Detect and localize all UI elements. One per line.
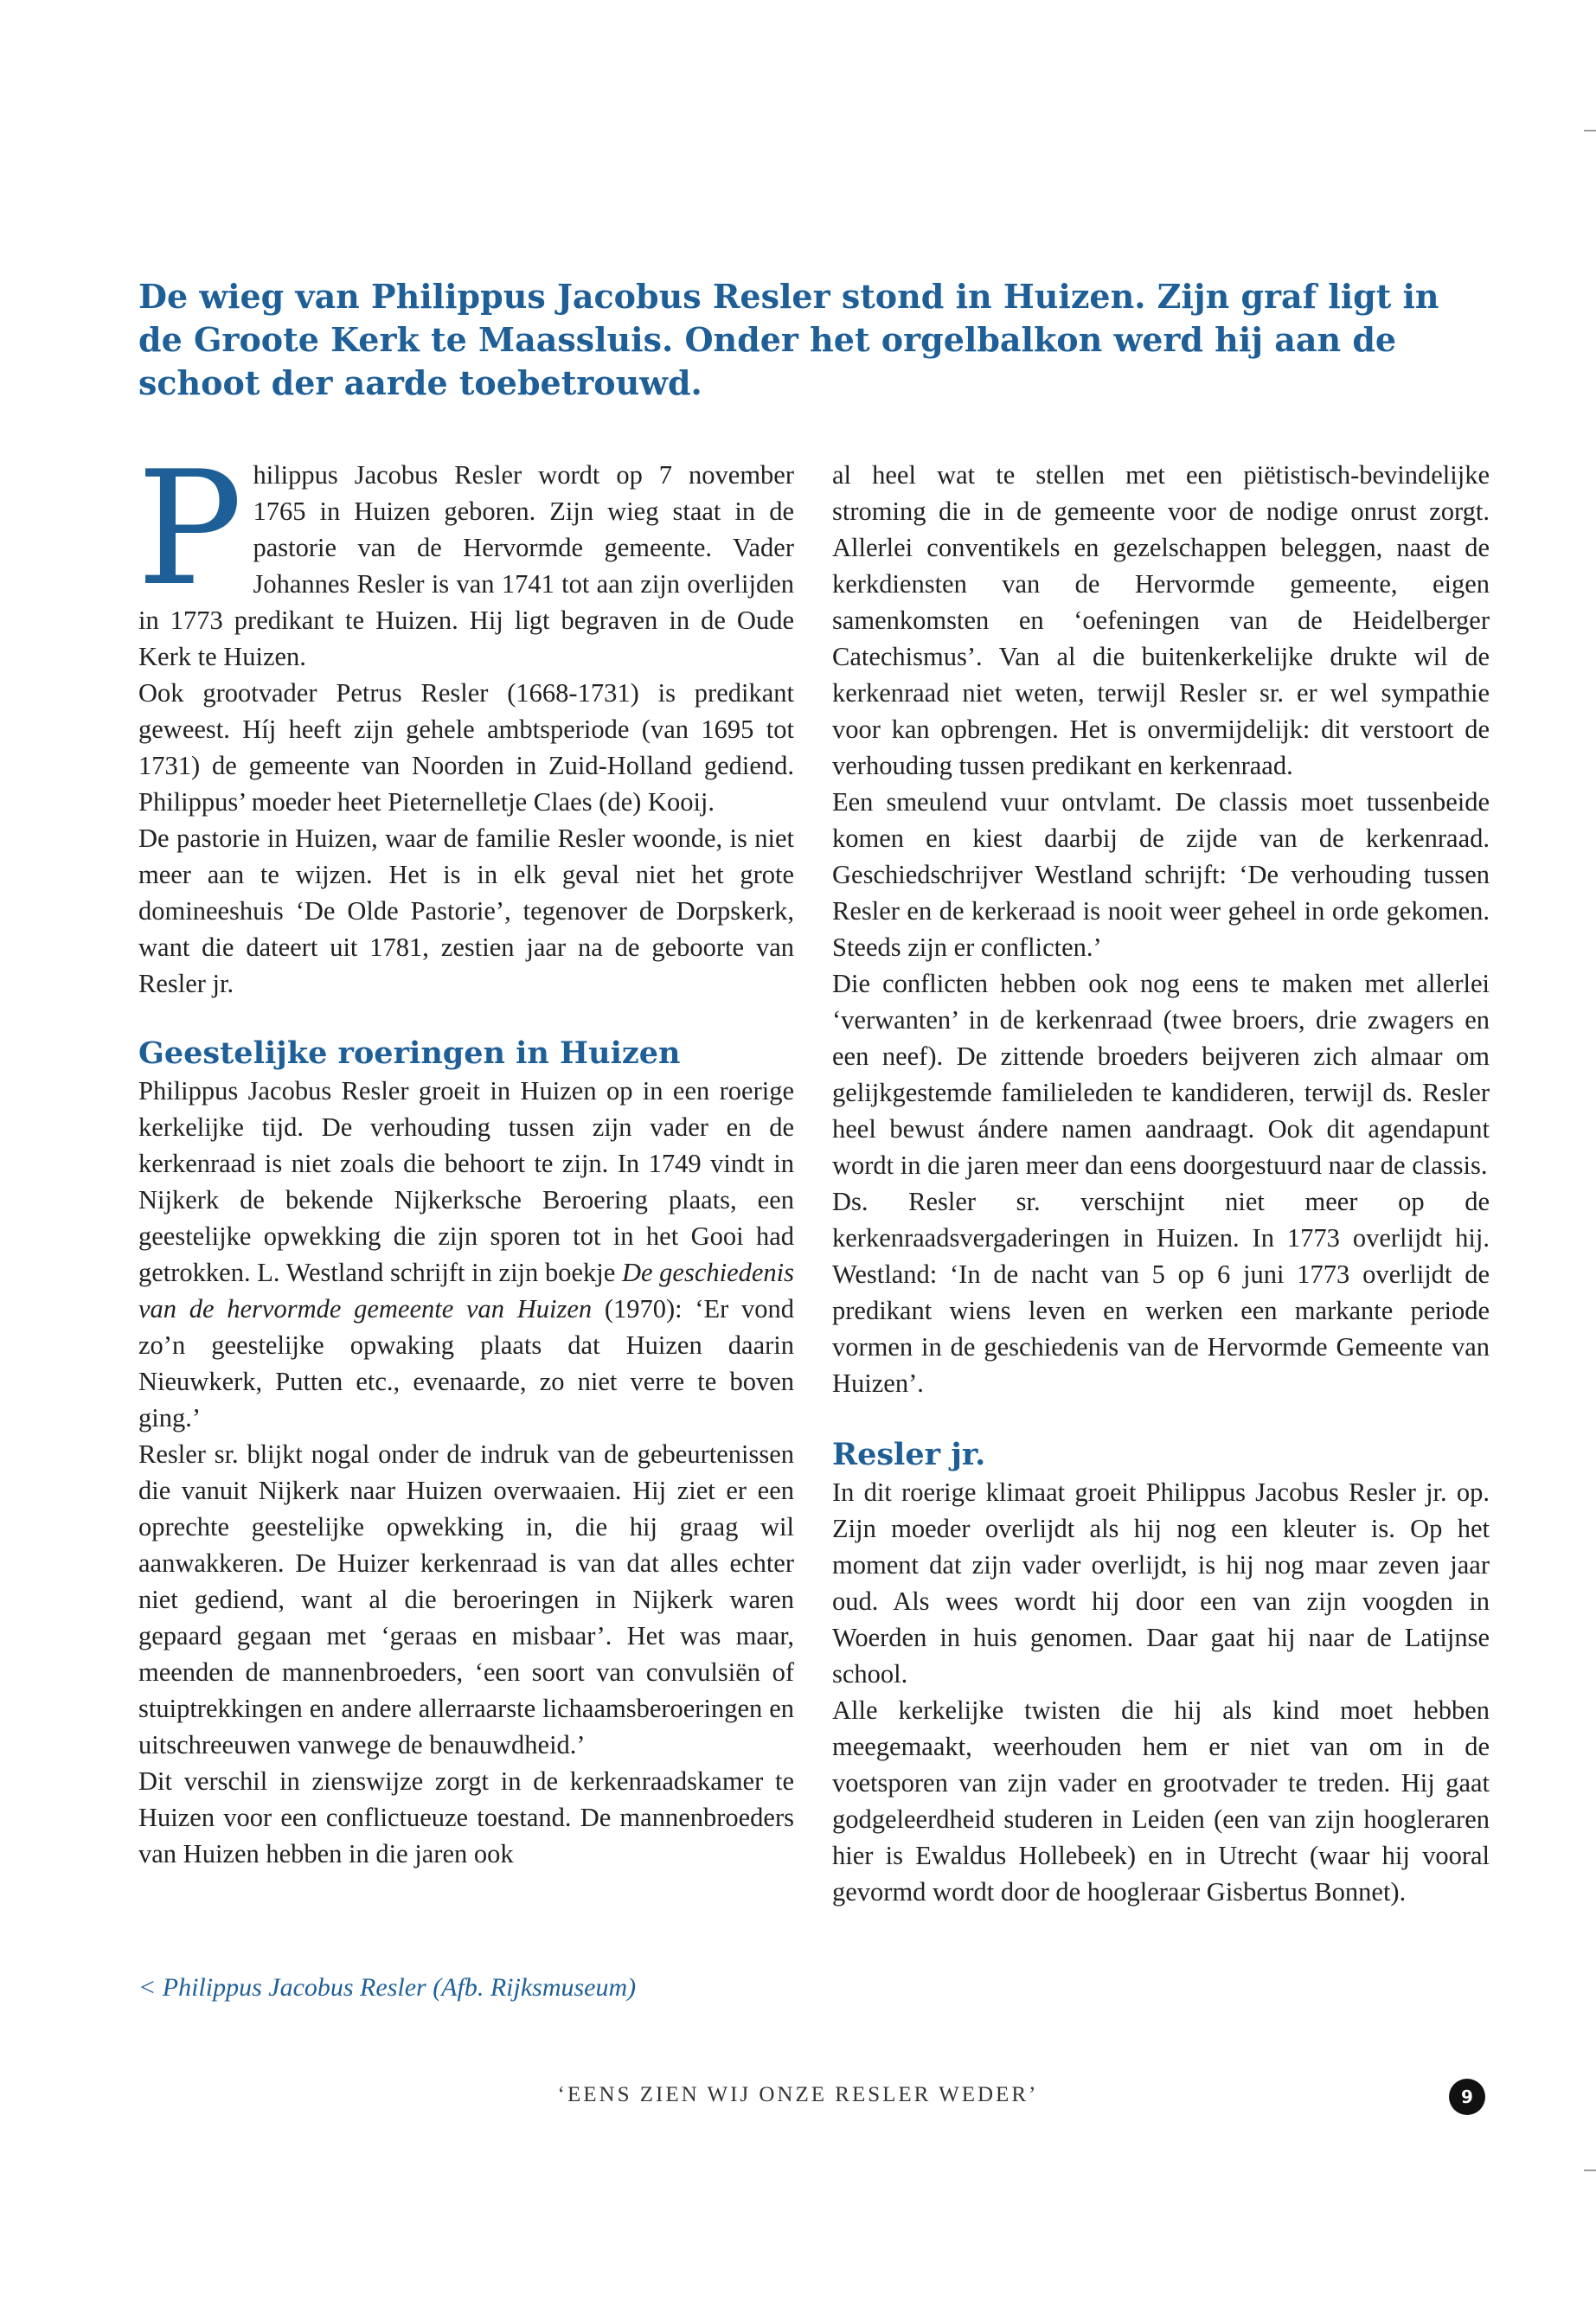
left-column xyxy=(137,437,795,1872)
paragraph-conflict: Dit verschil in zienswijze zorgt in de kerkenraadskamer te Huizen voor een conflictueuze toestand. De mannenbroeders van Huizen hebben in die jaren ook xyxy=(138,1766,794,1868)
right-column xyxy=(832,457,1490,1910)
paragraph-roerige-tijd xyxy=(138,1073,794,1436)
image-caption: < Philippus Jacobus Resler (Afb. Rijksmuseum) xyxy=(138,1973,637,2002)
intro-heading: De wieg van Philippus Jacobus Resler stond in Huizen. Zijn graf ligt in de Groote Kerk te Maassluis. Onder het orgelbalkon werd hij aan de schoot der aarde toebetrouwd. xyxy=(138,277,1439,402)
paragraph-childhood: In dit roerige klimaat groeit Philippus Jacobus Resler jr. op. Zijn moeder overlijdt als hij nog een kleuter is. Op het moment dat zijn vader overlijdt, is hij nog maar zeven jaar oud. Als wees wordt hij door een van zijn voogden in Woerden in huis genomen. Daar gaat hij naar de Latijnse school. xyxy=(832,1477,1490,1689)
paragraph-classis: Een smeulend vuur ontvlamt. De classis moet tussenbeide komen en kiest daarbij de zijde van de kerkenraad. Geschiedschrijver Westland schrijft: ‘De verhouding tussen Resler en de kerkeraad is nooit weer geheel in orde gekomen. Steeds zijn er conflicten.’ xyxy=(832,787,1490,962)
paragraph-studies: Alle kerkelijke twisten die hij als kind moet hebben meegemaakt, weerhouden hem er niet van om in de voetsporen van zijn vader en grootvader te treden. Hij gaat godgeleerdheid studeren in Leiden (een van zijn hoogleraren hier is Ewaldus Hollebeek) en in Utrecht (waar hij vooral gevormd wordt door de hoogleraar Gisbertus Bonnet). xyxy=(832,1695,1490,1907)
page-number-badge: 9 xyxy=(1449,2079,1485,2115)
section-heading-roeringen: Geestelijke roeringen in Huizen xyxy=(138,1035,681,1071)
paragraph-resler-sr: Resler sr. blijkt nogal onder de indruk van de gebeurtenissen die vanuit Nijkerk naar Huizen overwaaien. Hij ziet er een oprechte geestelijke opwekking in, die hij graag wil aanwakkeren. De Huizer kerkenraad is van dat alles echter niet gediend, want al die beroeringen in Nijkerk waren gepaard gegaan met ‘geraas en misbaar’. Het was maar, meenden de mannenbroeders, ‘een soort van convulsiën of stuiptrekkingen en andere allerraarste lichaamsberoeringen en uitschreeuwen vanwege de benauwdheid.’ xyxy=(138,1439,794,1759)
paragraph-grandfather: Ook grootvader Petrus Resler (1668-1731) is predikant geweest. Híj heeft zijn gehele ambtsperiode (van 1695 tot 1731) de gemeente van Noorden in Zuid-Holland gediend. Philippus’ moeder heet Pieternelletje Claes (de) Kooij. xyxy=(138,678,794,817)
book-title: De geschiedenis van de hervormde gemeente van Huizen xyxy=(138,1258,795,1324)
section-heading-resler-jr: Resler jr. xyxy=(832,1437,986,1472)
paragraph-roerige-tijd-a: Philippus Jacobus Resler groeit in Huizen op in een roerige kerkelijke tijd. De verhouding tussen zijn vader en de kerkenraad is niet zoals die behoort te zijn. In 1749 vindt in Nijkerk de bekende Nijkerksche Beroering plaats, een geestelijke opwekking die zijn sporen tot in het Gooi had getrokken. L. Westland schrijft in zijn boekje xyxy=(138,1076,794,1287)
paragraph-birth-text: hilippus Jacobus Resler wordt op 7 november 1765 in Huizen geboren. Zijn wieg staat in de pastorie van de Hervormde gemeente. Vader Johannes Resler is van 1741 tot aan zijn overlijden in 1773 predikant te Huizen. Hij ligt begraven in de Oude Kerk te Huizen. xyxy=(138,460,794,671)
drop-cap: P xyxy=(137,437,243,620)
paragraph-birth xyxy=(137,437,794,675)
paragraph-parsonage: De pastorie in Huizen, waar de familie Resler woonde, is niet meer aan te wijzen. Het is in elk geval niet het grote domineeshuis ‘De Olde Pastorie’, tegenover de Dorpskerk, want die dateert uit 1781, zestien jaar na de geboorte van Resler jr. xyxy=(138,824,794,998)
running-footer-title: ‘EENS ZIEN WIJ ONZE RESLER WEDER’ xyxy=(557,2083,1039,2106)
paragraph-relatives: Die conflicten hebben ook nog eens te maken met allerlei ‘verwanten’ in de kerkenraad (twee broers, drie zwagers en een neef). De zittende broeders beijveren zich almaar om gelijkgestemde familieleden te kandideren, terwijl ds. Resler heel bewust ándere namen aandraagt. Ook dit agendapunt wordt in die jaren meer dan eens doorgestuurd naar de classis. xyxy=(832,969,1490,1180)
paragraph-death-sr: Ds. Resler sr. verschijnt niet meer op de kerkenraadsvergaderingen in Huizen. In 1773 overlijdt hij. Westland: ‘In de nacht van 5 op 6 juni 1773 overlijdt de predikant wiens leven en werken een markante periode vormen in de geschiedenis van de Hervormde Gemeente van Huizen’. xyxy=(832,1187,1490,1398)
crop-mark-top xyxy=(1584,130,1596,131)
crop-mark-bottom xyxy=(1584,2170,1596,2171)
paragraph-roerige-tijd-b: (1970): ‘Er vond zo’n geestelijke opwaking plaats dat Huizen daarin Nieuwkerk, Putten etc., evenaarde, zo niet verre te boven ging.’ xyxy=(138,1294,795,1433)
paragraph-pietism: al heel wat te stellen met een piëtistisch-bevindelijke stroming die in de gemeente voor de nodige onrust zorgt. Allerlei conventikels en gezelschappen beleggen, naast de kerkdiensten van de Hervormde gemeente, eigen samenkomsten en ‘oefeningen van de Heidelberger Catechismus’. Van al die buitenkerkelijke drukte wil de kerkenraad niet weten, terwijl Resler sr. er wel sympathie voor kan opbrengen. Het is onvermijdelijk: dit verstoort de verhouding tussen predikant en kerkenraad. xyxy=(832,460,1490,780)
